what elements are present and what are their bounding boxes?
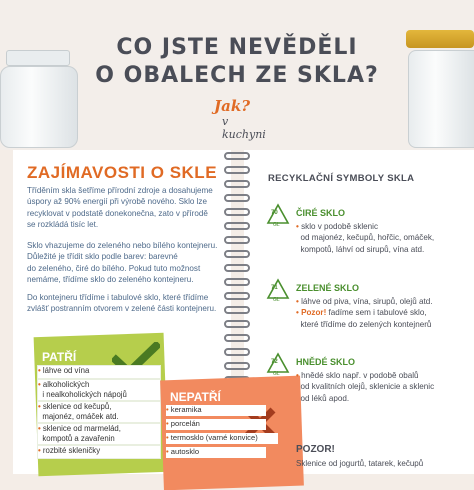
warning-text: Sklenice od jogurtů, tatarek, kečupů xyxy=(296,459,424,468)
section-text-green-glass: • láhve od piva, vína, sirupů, olejů atd. • Pozor! fadíme sem i tabulové sklo, které třídíme do zelených kontejnerů xyxy=(296,297,433,329)
section-text-clear-glass: • sklo v podobě sklenic od majonéz, kečupů, hořčic, omáček, kompotů, láhví od sirupů, vína atd. xyxy=(296,222,435,254)
nepatri-item: • autosklo xyxy=(166,447,266,458)
logo-text-top: Jak? xyxy=(214,97,250,115)
spiral-ring xyxy=(224,264,250,272)
patri-item: • láhve od vína xyxy=(38,366,160,378)
section-text-brown-glass: • hnědé sklo např. v podobě obalů od kvalitních olejů, sklenicie a sklenic od léků apod. xyxy=(296,371,435,403)
symbol-number: 72 xyxy=(271,359,278,365)
spiral-ring xyxy=(224,306,250,314)
spiral-ring xyxy=(224,348,250,356)
spiral-ring xyxy=(224,194,250,202)
spiral-ring xyxy=(224,250,250,258)
nepatri-item: • keramika xyxy=(166,405,266,416)
section-title-facts: ZAJÍMAVOSTI O SKLE xyxy=(27,163,218,182)
symbol-number: 71 xyxy=(271,285,278,291)
paragraph-1: Tříděním skla šetříme přírodní zdroje a dosahujeme úspory až 90% energií při výrobě nového. Sklo lze recyklovat v podstatě donekonečna, zato v přírodě se rozkládá tisíc let. xyxy=(27,186,213,229)
page-title-line2: O OBALECH ZE SKLA? xyxy=(95,63,379,88)
symbol-code: GL xyxy=(273,297,280,303)
spiral-ring xyxy=(224,166,250,174)
spiral-ring xyxy=(224,208,250,216)
spiral-ring xyxy=(224,180,250,188)
symbol-code: GL xyxy=(273,222,280,228)
spiral-ring xyxy=(224,292,250,300)
section-title-clear-glass: ČIRÉ SKLO xyxy=(296,208,346,218)
spiral-ring xyxy=(224,362,250,370)
spiral-ring xyxy=(224,236,250,244)
section-title-brown-glass: HNĚDÉ SKLO xyxy=(296,357,356,367)
patri-title: PATŘÍ xyxy=(42,350,77,364)
spiral-ring xyxy=(224,320,250,328)
paragraph-3: Do kontejneru třídíme i tabulové sklo, které třídíme zvlášť postranním otvorem v zelené části kontejneru. xyxy=(27,293,217,314)
spiral-ring xyxy=(224,222,250,230)
patri-item: • sklenice od kečupů, majonéz, omáček atd. xyxy=(38,402,160,422)
warning-title: POZOR! xyxy=(296,444,335,455)
logo xyxy=(208,97,268,141)
logo-text-bottom: v kuchyni xyxy=(222,115,266,141)
section-title-recycling: RECYKLAČNÍ SYMBOLY SKLA xyxy=(268,173,415,184)
page-title-line1: CO JSTE NEVĚDĚLI xyxy=(116,35,358,60)
paragraph-2: Sklo vhazujeme do zeleného nebo bílého kontejneru. Důležité je třídit sklo podle barev: barevné do zeleného, čiré do bílého. Pokud tuto možnost nemáme, třídíme sklo do zeleného kontejneru. xyxy=(27,241,218,284)
spiral-ring xyxy=(224,334,250,342)
symbol-code: GL xyxy=(273,371,280,377)
nepatri-item: • porcelán xyxy=(166,419,266,430)
nepatri-title: NEPATŘÍ xyxy=(170,390,221,404)
patri-item: • alkoholických i nealkoholických nápojů xyxy=(38,380,160,400)
spiral-ring xyxy=(224,278,250,286)
patri-item: • sklenice od marmelád, kompotů a zavařenin xyxy=(38,424,160,444)
patri-item: • rozbité skleničky xyxy=(38,446,160,458)
section-title-green-glass: ZELENÉ SKLO xyxy=(296,283,360,293)
spiral-ring xyxy=(224,152,250,160)
symbol-number: 70 xyxy=(271,210,278,216)
nepatri-item: • termosklo (varné konvice) xyxy=(166,433,278,444)
